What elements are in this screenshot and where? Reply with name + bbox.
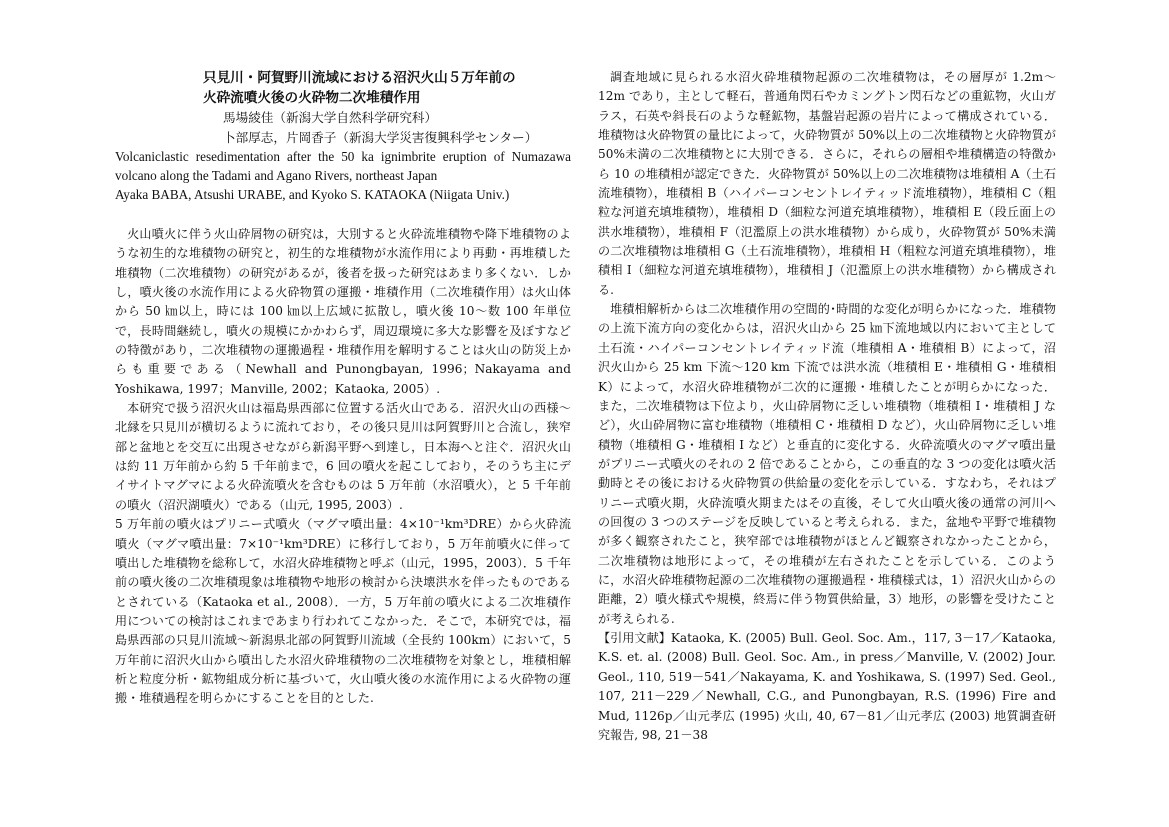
english-authors: Ayaka BABA, Atsushi URABE, and Kyoko S. KATAOKA (Niigata Univ.)	[115, 187, 510, 202]
intro-paragraph: 火山噴火に伴う火山砕屑物の研究は，大別すると火砕流堆積物や降下堆積物のような初生的な堆積物の研究と，初生的な堆積物が水流作用により再動・再堆積した堆積物（二次堆積物）の研究があるが，後者を扱った研究はあまり多くない．しかし，噴火後の水流作用による火砕物質の運搬・堆積作用（二次堆積作用）は火山体から 50 ㎞以上，時には 100 ㎞以上広域に拡散し，噴火後 10～数 100 年単位で，長時間継続し，噴火の規模にかかわらず，周辺環境に多大な影響を及ぼすなどの特徴があり，二次堆積物の運搬過程・堆積作用を解明することは火山の防災上からも重要である（Newhall and Punongbayan, 1996；Nakayama and Yoshikawa, 1997；Manville, 2002；Kataoka, 2005）.	[115, 227, 571, 396]
section-gap	[115, 204, 571, 225]
title-line-1: 只見川・阿賀野川流域における沼沢火山５万年前の	[203, 70, 516, 86]
left-column	[115, 68, 571, 709]
authors-line-1: 馬場綾佳（新潟大学自然科学研究科）	[223, 110, 438, 125]
right-column	[598, 68, 1056, 745]
deposit-paragraph: 調査地域に見られる水沼火砕堆積物起源の二次堆積物は，その層厚が 1.2m～12m であり，主として軽石，普通角閃石やカミングトン閃石などの重鉱物，火山ガラス，石英や斜長石のような軽鉱物，基盤岩起源の岩片によって構成されている．堆積物は火砕物質の量比によって，火砕物質が 50%以上の二次堆積物と火砕物質が 50%未満の二次堆積物とに大別できる．さらに，それらの層相や堆積構造の特徴から 10 の堆積相が認定できた．火砕物質が 50%以上の二次堆積物は堆積相 A（土石流堆積物），堆積相 B（ハイパーコンセントレイティッド流堆積物），堆積相 C（粗粒な河道充填堆積物），堆積相 D（細粒な河道充填堆積物），堆積相 E（段丘面上の洪水堆積物），堆積相 F（氾濫原上の洪水堆積物）から成り，火砕物質が 50%未満の二次堆積物は堆積相 G（土石流堆積物），堆積相 H（粗粒な河道充填堆積物），堆積相 I（細粒な河道充填堆積物），堆積相 J（氾濫原上の洪水堆積物）から構成される.	[598, 70, 1056, 297]
authors-line-2: 卜部厚志，片岡香子（新潟大学災害復興科学センター）	[223, 129, 538, 145]
title-line-2: 火砕流噴火後の火砕物二次堆積作用	[203, 90, 421, 106]
study-area-paragraph: 本研究で扱う沼沢火山は福島県西部に位置する活火山である．沼沢火山の西様～北縁を只見川が横切るように流れており，その後只見川は阿賀野川と合流し，狭窄部と盆地とを交互に出現させながら新潟平野へ到達し，日本海へと注ぐ．沼沢火山は約 11 万年前から約 5 千年前まで，6 回の噴火を起こしており，そのうち主にデイサイトマグマによる火砕流噴火を含むものは 5 万年前（水沼噴火），と 5 千年前の噴火（沼沢湖噴火）である（山元, 1995, 2003）.	[115, 401, 571, 512]
references: 【引用文献】Kataoka, K. (2005) Bull. Geol. Soc. Am.，117, 3－17／Kataoka, K.S. et. al. (2008) Bull. Geol. Soc. Am., in press／Manville, V. (2002) Jour. Geol., 110, 519－541／Nakayama, K. and Yoshikawa, S. (1997) Sed. Geol., 107, 211－229／Newhall, C.G., and Punongbayan, R.S. (1996) Fire and Mud, 1126p／山元孝広 (1995) 火山, 40, 67－81／山元孝広 (2003) 地質調査研究報告, 98, 21－38	[598, 630, 1056, 742]
eruption-paragraph: 5 万年前の噴火はプリニー式噴火（マグマ噴出量：4×10⁻¹km³DRE）から火砕流噴火（マグマ噴出量：7×10⁻¹km³DRE）に移行しており，5 万年前噴火に伴って噴出した堆積物を総称して，水沼火砕堆積物と呼ぶ（山元，1995，2003）．5 千年前の噴火後の二次堆積現象は堆積物や地形の検討から決壊洪水を伴ったものであるとされている（Kataoka et al., 2008）．一方，5 万年前の噴火による二次堆積作用についての検討はこれまであまり行われてこなかった．そこで，本研究では，福島県西部の只見川流域～新潟県北部の阿賀野川流域（全長約 100km）において，5 万年前に沼沢火山から噴出した水沼火砕堆積物の二次堆積物を対象とし，堆積相解析と粒度分析・鉱物組成分析に基づいて，火山噴火後の水流作用による火砕物の運搬・堆積過程を明らかにすることを目的とした.	[115, 517, 571, 706]
english-title: Volcaniclastic resedimentation after the 50 ka ignimbrite eruption of Numazawa volcano along the Tadami and Agano Rivers, northeast Japan	[115, 149, 571, 183]
facies-analysis-paragraph: 堆積相解析からは二次堆積作用の空間的･時間的な変化が明らかになった．堆積物の上流下流方向の変化からは，沼沢火山から 25 ㎞下流地域以内において主として土石流・ハイパーコンセントレイティッド流（堆積相 A・堆積相 B）によって，沼沢火山から 25 km 下流～120 km 下流では洪水流（堆積相 E・堆積相 G・堆積相 K）によって，水沼火砕堆積物が二次的に運搬・堆積したことが明らかになった．また，二次堆積物は下位より，火山砕屑物に乏しい堆積物（堆積相 I・堆積相 J など），火山砕屑物に富む堆積物（堆積相 C・堆積相 D など），火山砕屑物に乏しい堆積物（堆積相 G・堆積相 I など）と垂直的に変化する．火砕流噴火のマグマ噴出量がプリニー式噴火のそれの 2 倍であることから，この垂直的な 3 つの変化は噴火活動時とその後における火砕物質の供給量の変化を示している．すなわち，それはプリニー式噴火期，火砕流噴火期またはその直後，そして火山噴火後の通常の河川への回復の 3 つのステージを反映していると考えられる．また，盆地や平野で堆積物が多く観察されたこと，狭窄部では堆積物がほとんど観察されなかったことから，二次堆積物は地形によって，その堆積が左右されたことを示している．このように，水沼火砕堆積物起源の二次堆積物の運搬過程・堆積様式は，1）沼沢火山からの距離，2）噴火様式や規模，終焉に伴う物質供給量，3）地形，の影響を受けたことが考えられる.	[598, 302, 1056, 626]
